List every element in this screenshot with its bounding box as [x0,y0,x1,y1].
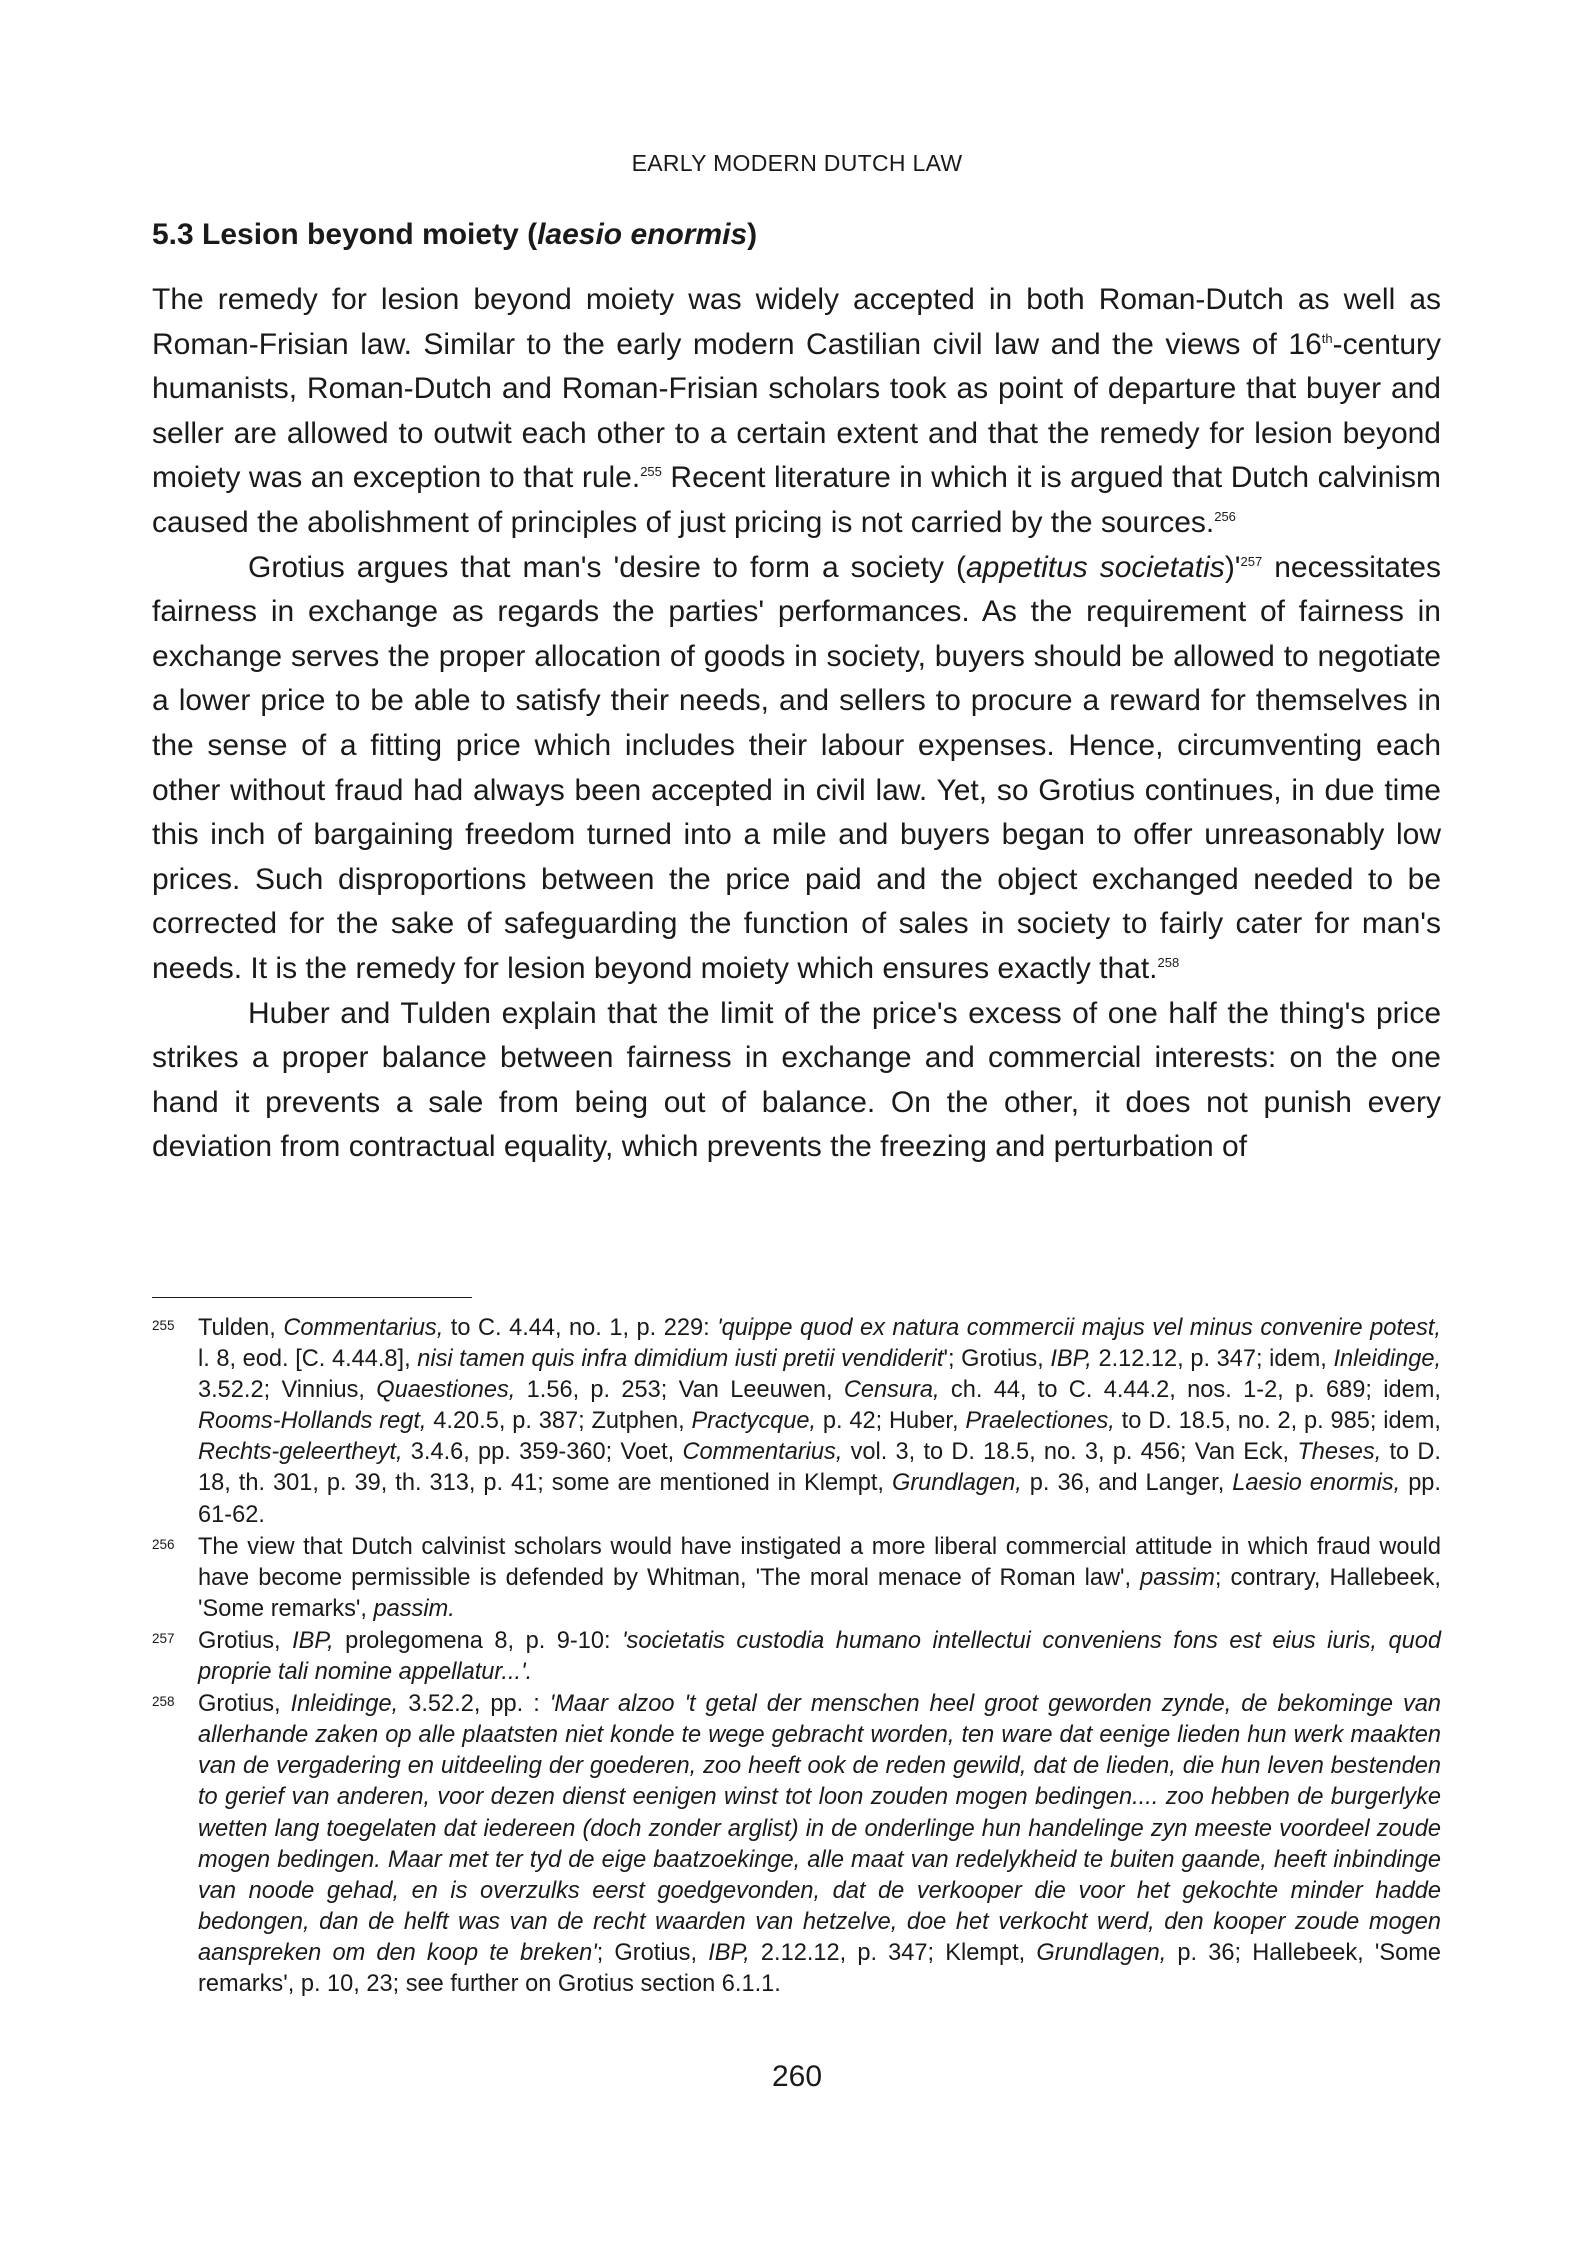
footnote-257: 257 Grotius, IBP, prolegomena 8, p. 9-10: 'societatis custodia humano intellectui conveniens fons est eius iuris, quod proprie tali nomine appellatur...'. [152,1626,1441,1688]
superscript-th: th [1321,330,1333,346]
footnote-number: 256 [152,1536,175,1552]
footnote-256: 256 The view that Dutch calvinist scholars would have instigated a more liberal commercial attitude in which fraud would have become permissible is defended by Whitman, 'The moral menace of Roman law', passim; contrary, Hallebeek, 'Some remarks', passim. [152,1532,1441,1625]
section-title-suffix: ) [747,218,758,251]
page-number: 260 [771,2060,823,2093]
paragraph-2: Grotius argues that man's 'desire to form a society (appetitus $societatis)'^{257}$ necessitates fairness in exchange as regards the parties' performances. As the requirement of fairness in exchange serves the proper allocation of goods in society, buyers should be allowed to negotiate a lower price to be able to satisfy their needs, and sellers to procure a reward for themselves in the sense of a fitting price which includes their labour expenses. Hence, circumventing each other without fraud had always been accepted in civil law. Yet, so Grotius continues, in due time this inch of bargaining freedom turned into a mile and buyers began to offer unreasonably low prices. Such disproportions between the price paid and the object exchanged needed to be corrected for the sake of safeguarding the function of sales in society to fairly cater for man's needs. It is the remedy for lesion beyond moiety which ensures exactly that.$^{258}$ [152,550,1441,985]
footnote-258: 258 Grotius, Inleidinge, 3.52.2, pp. : 'Maar alzoo 't getal der menschen heel groot geworden zynde, de bekominge van allerhande zaken op alle plaatsten niet konde te wege gebracht worden, ten ware dat eenige lieden hun werk maakten van de vergadering en uitdeeling der goederen, zoo heeft ook de reden gewild, dat de lieden, die hun leven bestenden to gerief van anderen, voor dezen dienst eenigen winst tot loon zouden mogen bedingen.... zoo hebben de burgerlyke wetten lang toegelaten dat iedereen (doch zonder arglist) in de onderlinge hun handelinge zyn meeste voordeel zoude mogen bedingen. Maar met ter tyd de eige baatzoekinge, alle maat van redelykheid te buiten gaande, heeft inbindinge van noode gehad, en is overzulks eerst goedgevonden, dat de verkooper die voor het gekochte minder hadde bedongen, dan de helft was van de recht waarden van hetzelve, doe het verkocht werd, den kooper zoude mogen aanspreken om den koop te breken'; Grotius, IBP, 2.12.12, p. 347; Klempt, Grundlagen, p. 36; Hallebeek, 'Some remarks', p. 10, 23; see further on Grotius section 6.1.1. [152,1689,1441,2000]
footnotes [152,1313,1441,2001]
paragraph-3: Huber and Tulden explain that the limit of the price's excess of one half the thing's price strikes a proper balance between fairness in exchange and commercial interests: on the one hand it prevents a sale from being out of balance. On the other, it does not punish every deviation from contractual equality, which prevents the freezing and perturbation of [152,996,1441,1164]
footnote-number: 257 [152,1630,175,1646]
footnote-ref-257[interactable]: 257 [1240,553,1263,569]
footnote-number: 258 [152,1694,175,1710]
section-title-prefix: 5.3 Lesion beyond moiety ( [152,218,538,251]
footnote-divider [152,1297,472,1298]
section-title-italic: laesio enormis [537,218,748,251]
body-text [152,278,1441,1170]
section-title [152,218,757,252]
footnote-ref-258[interactable]: 258 [1157,954,1180,970]
running-head: EARLY MODERN DUTCH LAW [631,150,963,176]
footnote-number: 255 [152,1318,175,1333]
footnote-ref-255[interactable]: 255 [640,464,662,480]
paragraph-1: The remedy for lesion beyond moiety was widely accepted in both Roman-Dutch as well as Roman-Frisian law. Similar to the early modern Castilian civil law and the views of 16th-century humanists, Roman-Dutch and Roman-Frisian scholars took as point of departure that buyer and seller are allowed to outwit each other to a certain extent and that the remedy for lesion beyond moiety was an exception to that rule.$^{255}$ Recent literature in which it is argued that Dutch calvinism caused the abolishment of principles of just pricing is not carried by the sources.$^{256}$ [152,283,1441,539]
footnote-ref-256[interactable]: 256 [1214,508,1236,524]
footnote-255: 255 Tulden, Commentarius, to C. 4.44, no. 1, p. 229: 'quippe quod ex natura commercii majus vel minus convenire potest, l. 8, eod. [C. 4.44.8], nisi tamen quis infra dimidium iusti pretii vendiderit'; Grotius, IBP, 2.12.12, p. 347; idem, Inleidinge, 3.52.2; Vinnius, Quaestiones, 1.56, p. 253; Van Leeuwen, Censura, ch. 44, to C. 4.44.2, nos. 1-2, p. 689; idem, Rooms-Hollands regt, 4.20.5, p. 387; Zutphen, Practycque, p. 42; Huber, Praelectiones, to D. 18.5, no. 2, p. 985; idem, Rechts-geleertheyt, 3.4.6, pp. 359-360; Voet, Commentarius, vol. 3, to D. 18.5, no. 3, p. 456; Van Eck, Theses, to D. 18, th. 301, p. 39, th. 313, p. 41; some are mentioned in Klempt, Grundlagen, p. 36, and Langer, Laesio enormis, pp. 61-62. [152,1313,1441,1531]
